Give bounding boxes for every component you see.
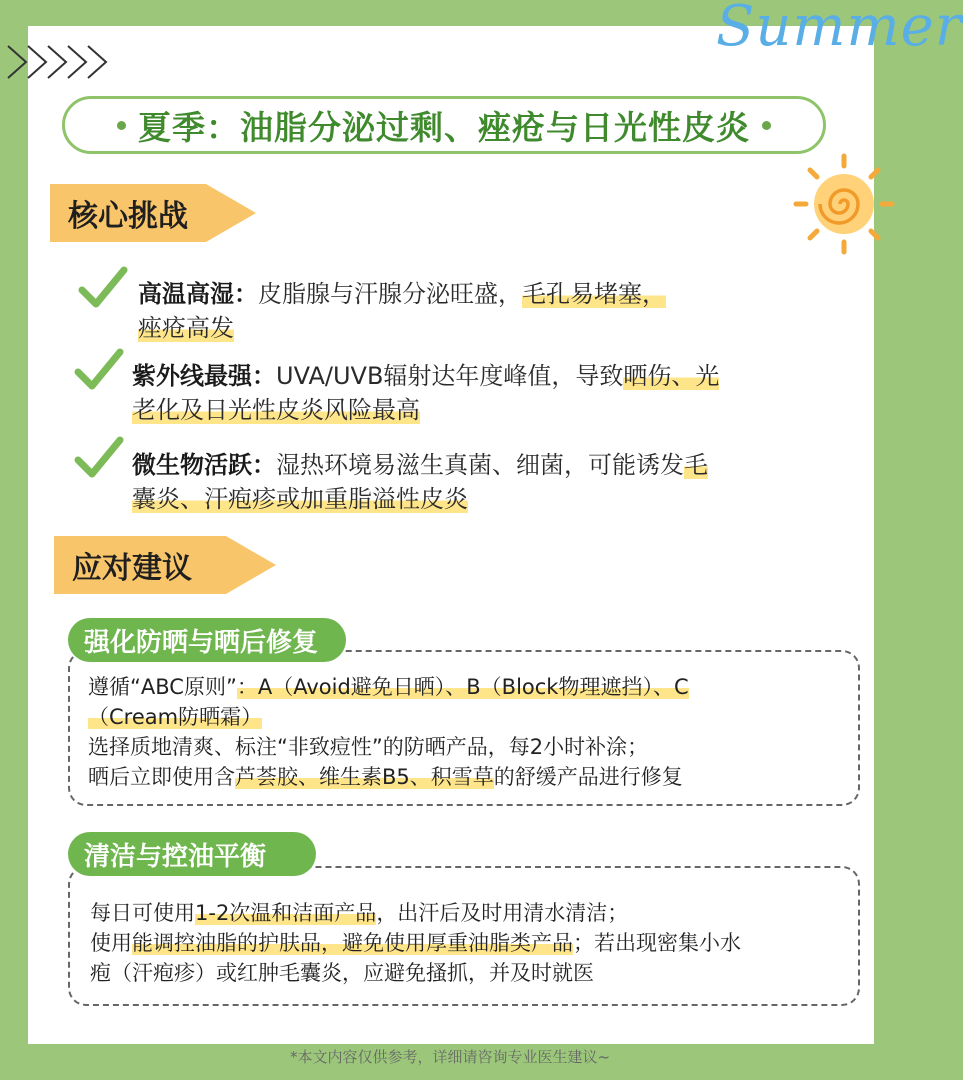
subheading-cleansing: 清洁与控油平衡 xyxy=(68,832,316,876)
text-highlight: 能调控油脂的护肤品，避免使用厚重油脂类产品 xyxy=(132,931,573,955)
summer-script: Summer xyxy=(716,0,963,59)
checkmark-icon xyxy=(78,266,128,310)
item-text: 湿热环境易滋生真菌、细菌，可能诱发 xyxy=(276,451,684,479)
sun-icon xyxy=(792,152,896,256)
text-run: 使用 xyxy=(90,931,132,955)
subheading-sunscreen: 强化防晒与晒后修复 xyxy=(68,618,346,662)
text-run: 的舒缓产品进行修复 xyxy=(493,765,683,789)
bullet-dot-icon xyxy=(762,121,771,130)
checkmark-icon xyxy=(74,436,124,480)
text-run: 晒后立即使用含 xyxy=(88,765,235,789)
chevron-right-icon xyxy=(6,44,124,80)
text-run: ；若出现密集小水 xyxy=(573,931,741,955)
arrow-tab-icon xyxy=(206,184,256,242)
item-highlight: 痤疮高发 xyxy=(138,314,234,342)
text-highlight: （Cream防晒霜） xyxy=(88,705,263,729)
text-run: 每日可使用 xyxy=(90,901,195,925)
item-highlight: 晒伤、光 xyxy=(623,362,720,390)
text-run: 选择质地清爽、标注“非致痘性”的防晒产品，每2小时补涂； xyxy=(88,735,649,759)
item-label: 紫外线最强： xyxy=(132,362,276,390)
text-highlight: ：A（Avoid避免日晒）、B（Block物理遮挡）、C xyxy=(236,675,689,699)
list-item xyxy=(132,448,822,516)
bullet-dot-icon xyxy=(117,121,126,130)
list-item xyxy=(132,359,822,427)
section-heading-label: 应对建议 xyxy=(54,536,226,594)
text-highlight: 芦荟胶、维生素B5、积雪草 xyxy=(235,765,494,789)
text-highlight: 1-2次温和洁面产品 xyxy=(195,901,377,925)
text-run: 疱（汗疱疹）或红肿毛囊炎，应避免搔抓，并及时就医 xyxy=(90,961,594,985)
checkmark-icon xyxy=(74,348,124,392)
item-highlight: 毛孔易堵塞， xyxy=(522,280,666,308)
item-label: 高温高湿： xyxy=(138,280,258,308)
list-item xyxy=(138,277,828,345)
text-run: 遵循“ABC原则” xyxy=(88,675,237,699)
arrow-tab-icon xyxy=(226,536,276,594)
title-banner xyxy=(62,96,826,154)
advice-text-sunscreen xyxy=(88,672,848,792)
section-heading-label: 核心挑战 xyxy=(50,184,206,242)
item-label: 微生物活跃： xyxy=(132,451,276,479)
item-highlight: 毛 xyxy=(684,451,708,479)
page-title: 夏季：油脂分泌过剩、痤疮与日光性皮炎 xyxy=(138,107,750,147)
footer-disclaimer: *本文内容仅供参考，详细请咨询专业医生建议~ xyxy=(289,1048,611,1066)
item-highlight: 老化及日光性皮炎风险最高 xyxy=(132,396,420,424)
advice-text-cleansing xyxy=(90,898,850,988)
item-text: UVA/UVB辐射达年度峰值，导致 xyxy=(276,362,624,390)
item-text: 皮脂腺与汗腺分泌旺盛， xyxy=(258,280,522,308)
text-run: ，出汗后及时用清水清洁； xyxy=(376,901,629,925)
item-highlight: 囊炎、汗疱疹或加重脂溢性皮炎 xyxy=(132,485,468,513)
